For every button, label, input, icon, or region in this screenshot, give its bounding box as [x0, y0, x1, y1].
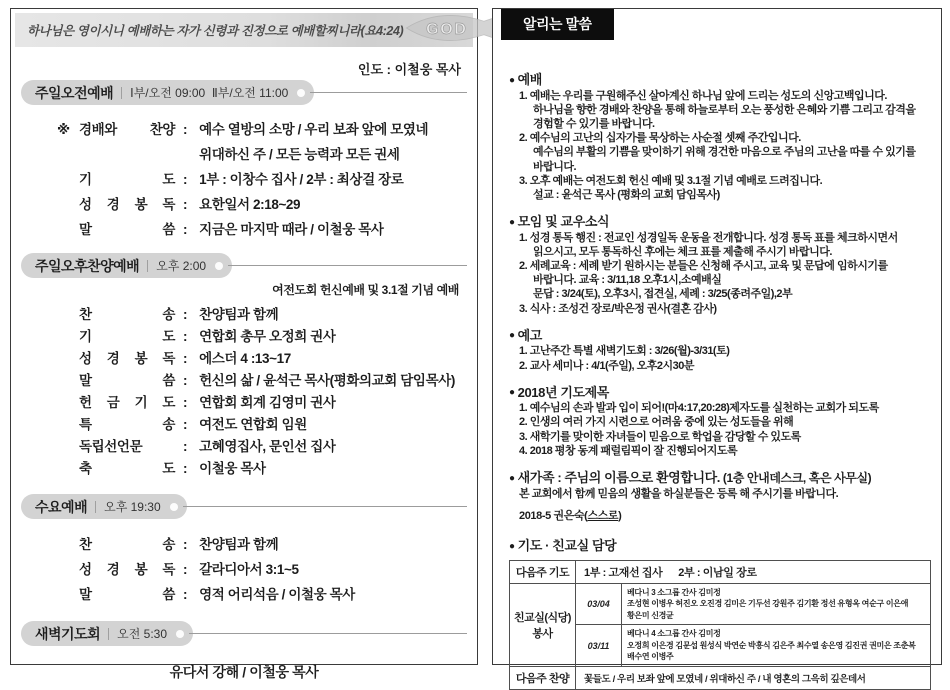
- item-label: 기 도: [79, 172, 175, 187]
- item-value: [199, 117, 428, 167]
- bullet-icon: ●: [509, 330, 515, 342]
- duty-names-line: 배수연 이병주: [627, 652, 674, 662]
- worship-order-panel: [10, 8, 478, 680]
- item-value-line2: 위대하신 주 / 모든 능력과 모든 권세: [199, 147, 400, 162]
- colon: :: [183, 351, 188, 366]
- announcement-line: 읽으시고, 모두 통독하신 후에는 체크 표를 제출해 주시기 바랍니다.: [533, 245, 832, 258]
- divider: [108, 628, 109, 640]
- row-label: 다음주 찬양: [510, 666, 576, 689]
- colon: :: [183, 587, 188, 602]
- worship-item: [57, 392, 477, 414]
- duty-date: 03/11: [576, 625, 622, 667]
- colon: :: [183, 329, 188, 344]
- newcomer-registration: [509, 507, 931, 523]
- item-label: 말 씀: [79, 587, 175, 602]
- item-label: 축 도: [79, 461, 175, 476]
- service-pill: [21, 621, 193, 646]
- item-value: 고혜영집사, 문인선 집사: [199, 439, 336, 454]
- item-value-line1: 예수 열방의 소망 / 우리 보좌 앞에 모였네: [199, 122, 429, 137]
- worship-item: [57, 167, 477, 192]
- duty-names-line: 베다니 4 소그룹 간사 김미정: [627, 629, 721, 639]
- announcement-line: 바랍니다.: [533, 160, 577, 173]
- section-prayer-topics-2018: [509, 384, 931, 458]
- table-row-next-week-prayer: [510, 560, 931, 583]
- announcements-header: 알리는 말씀: [501, 9, 614, 40]
- service-pill: [21, 80, 314, 105]
- announcement-line: 3. 오후 예배는 여전도회 헌신 예배 및 3.1절 기념 예배로 드려집니다.: [519, 174, 823, 187]
- colon: :: [183, 439, 188, 454]
- item-label: 찬 송: [79, 307, 175, 322]
- duty-table: [509, 560, 931, 690]
- service-header-sunday-morning: [21, 80, 467, 105]
- announcement-line: 설교 : 윤석근 목사 (평화의 교회 담임목사): [533, 188, 720, 201]
- worship-item: [57, 117, 477, 167]
- divider: [147, 260, 148, 272]
- row-label: 친교실(식당) 봉사: [510, 583, 576, 666]
- item-value: 요한일서 2:18~29: [199, 197, 301, 212]
- table-row-fellowship-0304: [510, 583, 931, 625]
- row-value: 꽃들도 / 우리 보좌 앞에 모였네 / 위대하신 주 / 내 영혼의 그윽히 깊은데서: [576, 666, 931, 689]
- worship-item: [57, 532, 477, 557]
- item-value: 지금은 마지막 때라 / 이철웅 목사: [199, 222, 384, 237]
- announcement-line: 1. 예배는 우리를 구원해주신 살아계신 하나님 앞에 드리는 성도의 신앙고백입니다.: [519, 89, 887, 102]
- bullet-icon: ●: [509, 540, 515, 552]
- duty-names-line: 황은미 신경균: [627, 610, 674, 620]
- dot-icon: [176, 630, 184, 638]
- rule-line: [228, 265, 467, 266]
- section-duty-roster: [509, 537, 931, 690]
- announcement-line: 4. 2018 평창 동계 패럴림픽이 잘 진행되어지도록: [519, 444, 738, 457]
- section-title-suffix: (1층 안내데스크, 혹은 사무실): [720, 471, 872, 486]
- service-items-sunday-afternoon: [57, 304, 477, 480]
- rule-line: [310, 92, 467, 93]
- service-pill: [21, 253, 232, 278]
- row-label: 다음주 기도: [510, 560, 576, 583]
- colon: :: [183, 373, 188, 388]
- service-items-wednesday: [57, 532, 477, 607]
- duty-names-line: 베다니 3 소그룹 간사 김미정: [627, 587, 721, 597]
- announcement-line: 3. 새학기를 맞이한 자녀들이 믿음으로 학업을 감당할 수 있도록: [519, 430, 801, 443]
- item-label: 성 경 봉 독: [79, 562, 175, 577]
- section-title: [509, 384, 931, 402]
- service-time: 오전 5:30: [117, 627, 167, 641]
- asterisk-marker: ※: [57, 122, 70, 137]
- bullet-icon: ●: [509, 387, 515, 399]
- dawn-prayer-topic: 유다서 강해 / 이철웅 목사: [169, 664, 319, 680]
- section-title-text: 기도 · 친교실 담당: [517, 538, 617, 554]
- reg-prefix: 2018-5 권은숙(: [519, 510, 588, 523]
- reg-name: 스스로: [587, 510, 619, 523]
- announcement-line: 바랍니다. 교육 : 3/11,18 오후1시,소예배실: [533, 274, 722, 287]
- item-label: 헌 금 기 도: [79, 395, 175, 410]
- duty-names: [622, 583, 931, 625]
- item-label: 독립선언문: [79, 439, 143, 454]
- service-header-dawn-prayer: [21, 621, 467, 646]
- service-name: 새벽기도회: [35, 625, 101, 642]
- item-value: 찬양팀과 함께: [199, 537, 279, 552]
- colon: :: [183, 172, 188, 187]
- worship-item: [57, 348, 477, 370]
- worship-item: [57, 436, 477, 458]
- service-name: 주일오후찬양예배: [35, 257, 140, 274]
- section-title: [509, 71, 931, 89]
- service-pill: [21, 494, 187, 519]
- row-value: 1부 : 고재선 집사 2부 : 이남일 장로: [576, 560, 931, 583]
- announcements-content: [493, 9, 941, 690]
- dot-icon: [170, 503, 178, 511]
- rule-line: [189, 633, 467, 634]
- colon: :: [183, 197, 188, 212]
- service-items-sunday-morning: [57, 117, 477, 242]
- service-time: 오후 2:00: [156, 259, 207, 273]
- item-value: 영적 어리석음 / 이철웅 목사: [199, 587, 355, 602]
- section-title: [509, 327, 931, 345]
- service-time: 오후 19:30: [104, 500, 161, 514]
- section-title-text: 모임 및 교우소식: [517, 214, 610, 230]
- item-value: 1부 : 이창수 집사 / 2부 : 최상걸 장로: [199, 172, 404, 187]
- colon: :: [183, 307, 188, 322]
- divider: [95, 501, 96, 513]
- item-label: 말 씀: [79, 222, 175, 237]
- duty-names-line: 오정희 이은경 김문섭 원성식 박연순 박흥식 김은주 최수열 송은영 김진권 권미은 조춘복: [627, 640, 916, 650]
- section-title-text: 예배: [517, 72, 542, 87]
- colon: :: [183, 122, 188, 137]
- worship-item: [57, 192, 477, 217]
- colon: :: [183, 562, 188, 577]
- colon: :: [183, 537, 188, 552]
- announcement-line: 2. 세례교육 : 세례 받기 원하시는 분들은 신청해 주시고, 교육 및 문답에 임하시기를: [519, 260, 888, 273]
- worship-item: [57, 458, 477, 480]
- item-value: 연합회 총무 오정희 권사: [199, 329, 336, 344]
- section-upcoming: [509, 327, 931, 373]
- item-label: 찬 송: [79, 537, 175, 552]
- divider: [121, 87, 122, 99]
- bullet-icon: ●: [509, 74, 515, 86]
- section-worship-news: [509, 71, 931, 202]
- item-value: 이철웅 목사: [199, 461, 266, 476]
- announcement-line: 1. 예수님의 손과 발과 입이 되어!(마4:17,20:28)제자도를 실천하는 교회가 되도록: [519, 402, 879, 415]
- bullet-icon: ●: [509, 216, 515, 228]
- service-name: 수요예배: [35, 498, 88, 515]
- colon: :: [183, 417, 188, 432]
- duty-names-line: 조성현 이병우 허진오 오진경 김미은 기두선 강원주 김기환 정선 유형옥 여순구 이은애: [627, 599, 909, 609]
- section-title-text: 새가족 : 주님의 이름으로 환영합니다.: [517, 470, 720, 486]
- item-value: 찬양팀과 함께: [199, 307, 279, 322]
- service-header-wednesday: [21, 494, 467, 519]
- item-label: 특 송: [79, 417, 175, 432]
- announcement-line: 본 교회에서 함께 믿음의 생활을 하실분들은 등록 해 주시기를 바랍니다.: [519, 488, 839, 501]
- worship-item: [57, 414, 477, 436]
- announcement-line: 1. 고난주간 특별 새벽기도회 : 3/26(월)-3/31(토): [519, 345, 730, 358]
- colon: :: [183, 395, 188, 410]
- item-label: 경배와 찬양: [79, 122, 175, 137]
- worship-item: [57, 326, 477, 348]
- announcement-line: 3. 식사 : 조성건 장로/박은정 권사(결혼 감사): [519, 302, 717, 315]
- svg-text:GOD: GOD: [426, 20, 468, 38]
- announcement-line: 하나님을 향한 경배와 찬양을 통해 하늘로부터 오는 풍성한 은혜와 기쁨 그리고 감격을: [533, 103, 916, 116]
- item-label: 성 경 봉 독: [79, 351, 175, 366]
- service-note: 여전도회 헌신예배 및 3.1절 기념 예배: [272, 283, 459, 297]
- item-label: 기 도: [79, 329, 175, 344]
- item-label: 말 씀: [79, 373, 175, 388]
- item-value: 여전도 연합회 임원: [199, 417, 307, 432]
- worship-item: [57, 557, 477, 582]
- item-value: 연합회 회계 김영미 권사: [199, 395, 336, 410]
- colon: :: [183, 461, 188, 476]
- item-value: 갈라디아서 3:1~5: [199, 562, 299, 577]
- duty-date: 03/04: [576, 583, 622, 625]
- worship-item: [57, 370, 477, 392]
- section-title-text: 예고: [517, 327, 542, 343]
- item-value: 헌신의 삶 / 윤석근 목사(평화의교회 담임목사): [199, 373, 455, 388]
- banner: [15, 13, 473, 47]
- announcement-line: 2. 교사 세미나 : 4/1(주일), 오후2시30분: [519, 359, 695, 372]
- section-title: [509, 537, 931, 555]
- section-newcomers: [509, 469, 931, 523]
- service-time: Ⅰ부/오전 09:00 Ⅱ부/오전 11:00: [130, 86, 289, 100]
- announcement-line: 예수님의 부활의 기쁨을 맞이하기 위해 경건한 마음으로 주님의 고난을 따를 수 있기를: [533, 146, 916, 159]
- announcement-line: 2. 인생의 여러 가지 시련으로 어려움 중에 있는 성도들을 위해: [519, 416, 794, 429]
- worship-item: [57, 217, 477, 242]
- worship-item: [57, 582, 477, 607]
- section-meetings-news: [509, 213, 931, 316]
- section-title: [509, 469, 931, 487]
- worship-item: [57, 304, 477, 326]
- service-header-sunday-afternoon: [21, 253, 467, 278]
- colon: :: [183, 222, 188, 237]
- table-row-next-week-praise: [510, 666, 931, 689]
- item-label: 성 경 봉 독: [79, 197, 175, 212]
- duty-names: [622, 625, 931, 667]
- worship-leader: 인도 : 이철웅 목사: [357, 62, 461, 77]
- rule-line: [183, 506, 467, 507]
- announcement-line: 1. 성경 통독 행진 : 전교인 성경일독 운동을 전개합니다. 성경 통독 표를 체크하시면서: [519, 231, 898, 244]
- dot-icon: [215, 262, 223, 270]
- section-title: [509, 213, 931, 231]
- announcement-line: 경험할 수 있기를 바랍니다.: [533, 117, 655, 130]
- section-title-text: 2018년 기도제목: [517, 384, 609, 400]
- bullet-icon: ●: [509, 472, 515, 484]
- service-name: 주일오전예배: [35, 84, 114, 101]
- announcements-panel: [492, 8, 942, 685]
- announcement-line: 2. 예수님의 고난의 십자가를 묵상하는 사순절 셋째 주간입니다.: [519, 132, 801, 145]
- item-value: 에스더 4 :13~17: [199, 351, 291, 366]
- reg-suffix: ): [618, 510, 622, 523]
- dot-icon: [297, 89, 305, 97]
- banner-verse: 하나님은 영이시니 예배하는 자가 신령과 진정으로 예배할찌니라(요4:24): [27, 24, 404, 38]
- announcement-line: 문답 : 3/24(토), 오후3시, 접견실, 세례 : 3/25(종려주일),2부: [533, 288, 793, 301]
